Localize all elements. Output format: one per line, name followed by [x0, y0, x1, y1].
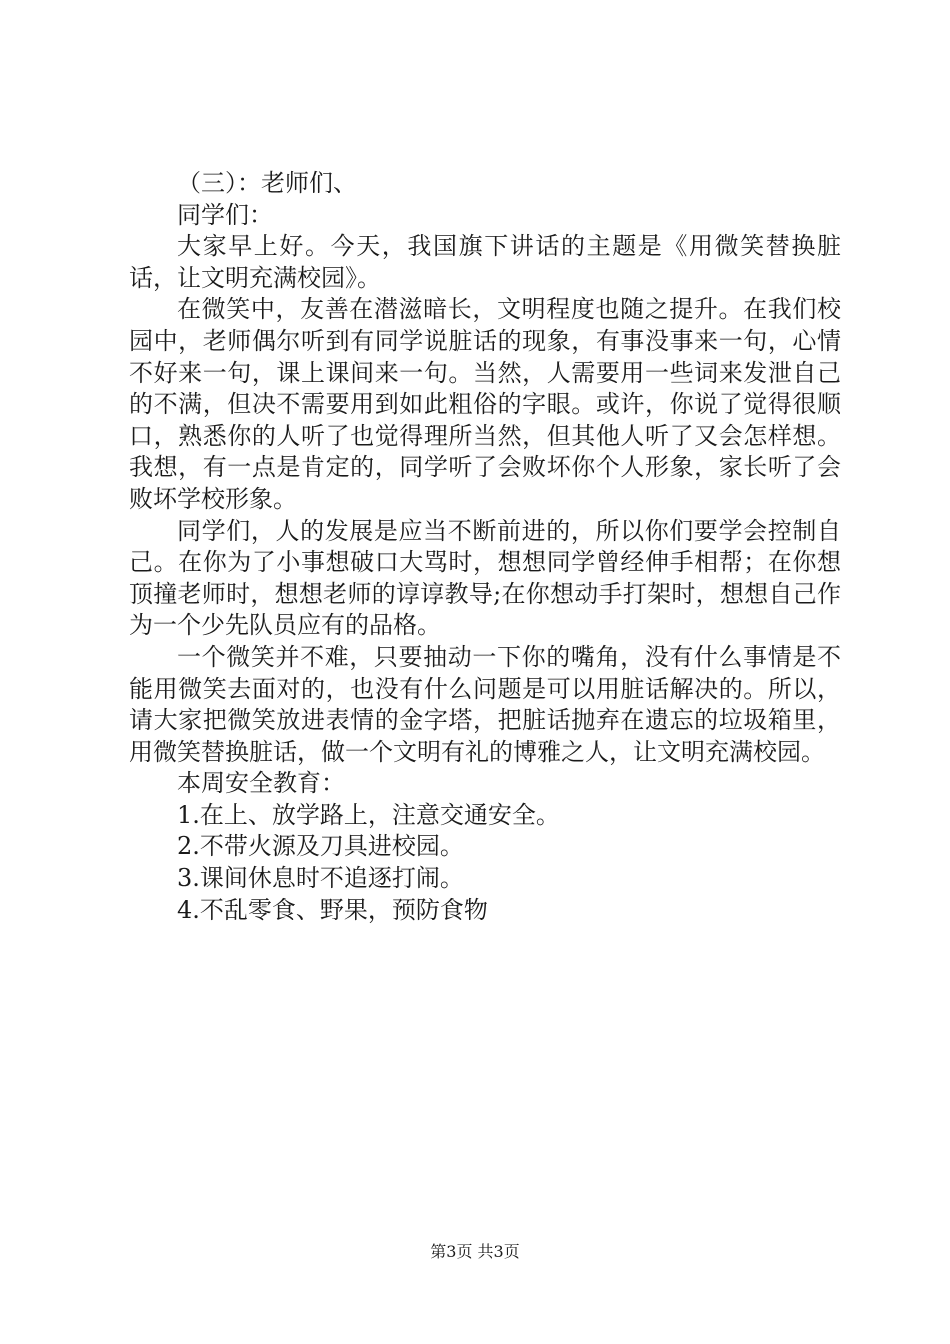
list-item: 2.不带火源及刀具进校园。 — [177, 832, 464, 861]
heading-line: （三）：老师们、 — [177, 169, 357, 197]
document-body — [129, 168, 841, 926]
list-item: 3.课间休息时不追逐打闹。 — [177, 864, 464, 893]
list-item: 1.在上、放学路上，注意交通安全。 — [177, 800, 560, 829]
list-item: 4.不乱零食、野果，预防食物 — [177, 895, 488, 924]
page-number: 第3页 共3页 — [430, 1242, 520, 1261]
salutation: 同学们： — [177, 200, 273, 229]
paragraph: 同学们，人的发展是应当不断前进的，所以你们要学会控制自己。在你为了小事想破口大骂时，想想同学曾经伸手相帮；在你想顶撞老师时，想想老师的谆谆教导;在你想动手打架时，想想自己作为一个少先队员应有的品格。 — [129, 516, 841, 640]
paragraph: 一个微笑并不难，只要抽动一下你的嘴角，没有什么事情是不能用微笑去面对的，也没有什么问题是可以用脏话解决的。所以，请大家把微笑放进表情的金字塔，把脏话抛弃在遗忘的垃圾箱里，用微笑替换脏话，做一个文明有礼的博雅之人，让文明充满校园。 — [129, 642, 841, 766]
section-title: 本周安全教育： — [177, 769, 345, 798]
paragraph: 大家早上好。今天，我国旗下讲话的主题是《用微笑替换脏话，让文明充满校园》。 — [129, 232, 841, 292]
paragraph: 在微笑中，友善在潜滋暗长，文明程度也随之提升。在我们校园中，老师偶尔听到有同学说脏话的现象，有事没事来一句，心情不好来一句，课上课间来一句。当然，人需要用一些词来发泄自己的不满，但决不需要用到如此粗俗的字眼。或许，你说了觉得很顺口，熟悉你的人听了也觉得理所当然，但其他人听了又会怎样想。我想，有一点是肯定的，同学听了会败坏你个人形象，家长听了会败坏学校形象。 — [129, 295, 841, 513]
